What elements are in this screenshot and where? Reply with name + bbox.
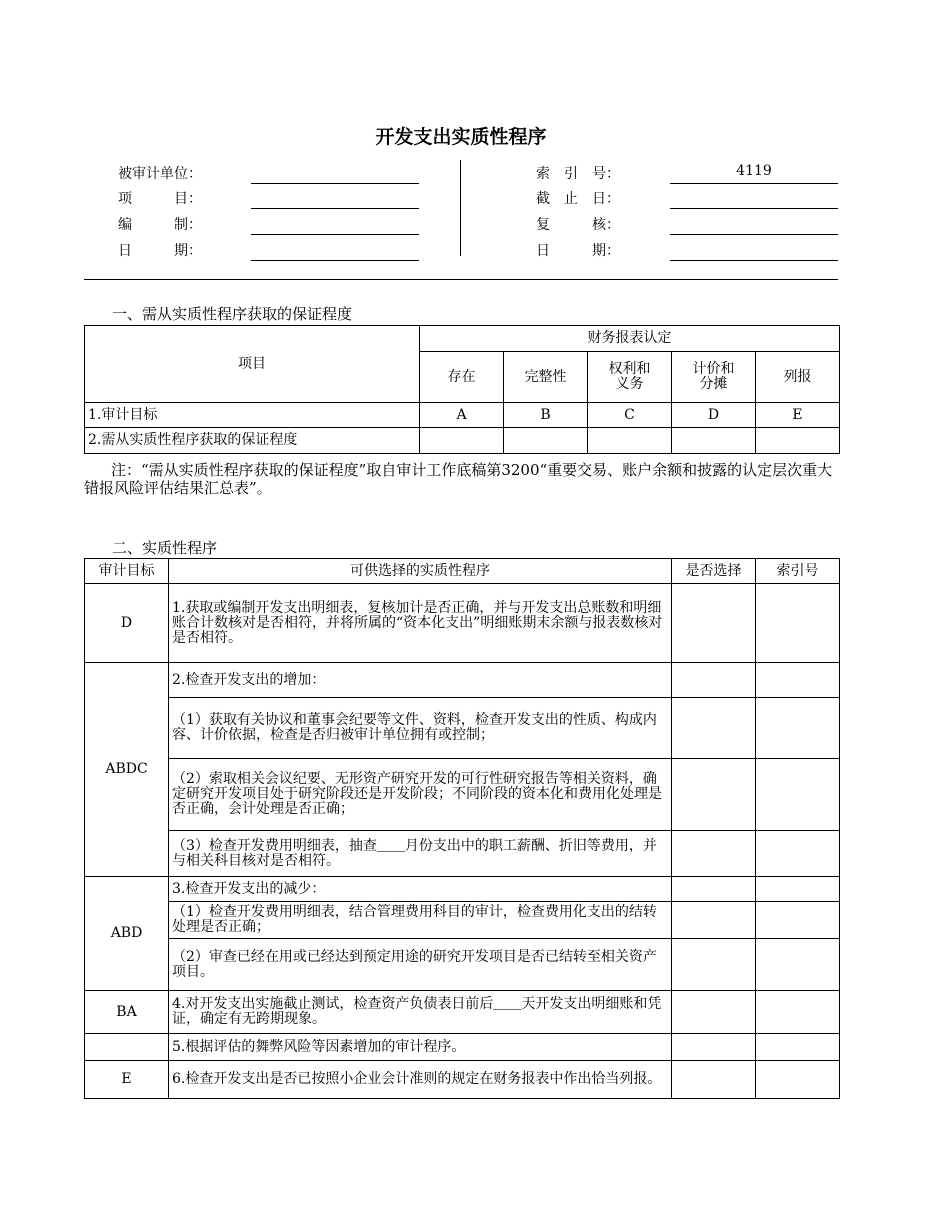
index-no-field[interactable]: [670, 183, 838, 184]
auditee-field[interactable]: [251, 183, 419, 184]
objective-cell: E: [85, 1061, 169, 1099]
objective-cell: ABD: [85, 877, 169, 991]
objective-cell: BA: [85, 991, 169, 1034]
assertion-existence: 存在: [420, 352, 504, 403]
assurance-input-cell[interactable]: [756, 428, 840, 454]
assertion-rights: 权利和 义务: [588, 352, 672, 403]
review-date-label: 日 期：: [536, 243, 620, 259]
review-date-field[interactable]: [670, 260, 838, 261]
assertions-group-header: 财务报表认定: [420, 326, 840, 352]
col-procedure-header: 可供选择的实质性程序: [169, 559, 672, 584]
selected-cell[interactable]: [672, 902, 756, 939]
reviewer-field[interactable]: [670, 234, 838, 235]
col-item-header: 项目: [85, 326, 420, 403]
objective-cell: ABDC: [85, 663, 169, 877]
prepared-by-label: 编 制：: [118, 217, 202, 233]
header-divider: [460, 160, 461, 256]
index-cell[interactable]: [756, 663, 840, 698]
procedure-text: （2）索取相关会议纪要、无形资产研究开发的可行性研究报告等相关资料，确定研究开发项目处于研究阶段还是开发阶段；不同阶段的资本化和费用化处理是否正确，会计处理是否正确；: [169, 759, 672, 831]
prep-date-label: 日 期：: [118, 243, 202, 259]
objective-cell: [85, 1034, 169, 1061]
procedure-text: 6.检查开发支出是否已按照小企业会计准则的规定在财务报表中作出恰当列报。: [169, 1061, 672, 1099]
section1-heading: 一、需从实质性程序获取的保证程度: [112, 305, 353, 323]
index-cell[interactable]: [756, 1061, 840, 1099]
objective-cell: D: [85, 584, 169, 663]
assertion-completeness: 完整性: [504, 352, 588, 403]
procedure-text: （2）审查已经在用或已经达到预定用途的研究开发项目是否已结转至相关资产项目。: [169, 939, 672, 991]
cutoff-field[interactable]: [670, 208, 838, 209]
project-label: 项 目：: [118, 191, 202, 207]
index-cell[interactable]: [756, 759, 840, 831]
index-cell[interactable]: [756, 939, 840, 991]
row-audit-objective: 1.审计目标: [85, 403, 420, 428]
assurance-input-cell[interactable]: [588, 428, 672, 454]
prep-date-field[interactable]: [251, 260, 419, 261]
selected-cell[interactable]: [672, 584, 756, 663]
selected-cell[interactable]: [672, 991, 756, 1034]
objective-cell: C: [588, 403, 672, 428]
procedure-text: （1）获取有关协议和董事会纪要等文件、资料，检查开发支出的性质、构成内容、计价依据，检查是否归被审计单位拥有或控制；: [169, 698, 672, 759]
index-cell[interactable]: [756, 1034, 840, 1061]
project-field[interactable]: [251, 208, 419, 209]
col-objective-header: 审计目标: [85, 559, 169, 584]
procedure-text: 2.检查开发支出的增加：: [169, 663, 672, 698]
objective-cell: B: [504, 403, 588, 428]
selected-cell[interactable]: [672, 1034, 756, 1061]
auditee-label: 被审计单位：: [118, 166, 202, 182]
procedure-text: 1.获取或编制开发支出明细表，复核加计是否正确，并与开发支出总账数和明细账合计数核对是否相符，并将所属的“资本化支出”明细账期末余额与报表数核对是否相符。: [169, 584, 672, 663]
assurance-input-cell[interactable]: [672, 428, 756, 454]
index-cell[interactable]: [756, 698, 840, 759]
selected-cell[interactable]: [672, 1061, 756, 1099]
procedure-text: 5.根据评估的舞弊风险等因素增加的审计程序。: [169, 1034, 672, 1061]
selected-cell[interactable]: [672, 663, 756, 698]
section1-note: 注：“需从实质性程序获取的保证程度”取自审计工作底稿第3200“重要交易、账户余额和披露的认定层次重大错报风险评估结果汇总表”。: [84, 461, 833, 497]
procedure-text: （1）检查开发费用明细表，结合管理费用科目的审计，检查费用化支出的结转处理是否正确；: [169, 902, 672, 939]
selected-cell[interactable]: [672, 939, 756, 991]
objective-cell: E: [756, 403, 840, 428]
index-cell[interactable]: [756, 877, 840, 902]
index-cell[interactable]: [756, 831, 840, 877]
procedure-text: 4.对开发支出实施截止测试，检查资产负债表日前后＿＿天开发支出明细账和凭证，确定有无跨期现象。: [169, 991, 672, 1034]
selected-cell[interactable]: [672, 698, 756, 759]
row-assurance-level: 2.需从实质性程序获取的保证程度: [85, 428, 420, 454]
selected-cell[interactable]: [672, 831, 756, 877]
procedure-text: 3.检查开发支出的减少：: [169, 877, 672, 902]
assurance-input-cell[interactable]: [504, 428, 588, 454]
assertion-presentation: 列报: [756, 352, 840, 403]
col-selected-header: 是否选择: [672, 559, 756, 584]
objective-cell: D: [672, 403, 756, 428]
index-cell[interactable]: [756, 584, 840, 663]
index-cell[interactable]: [756, 902, 840, 939]
procedures-table: [84, 558, 840, 1099]
index-cell[interactable]: [756, 991, 840, 1034]
selected-cell[interactable]: [672, 759, 756, 831]
index-no-label: 索 引 号：: [536, 166, 620, 182]
assertion-valuation: 计价和 分摊: [672, 352, 756, 403]
selected-cell[interactable]: [672, 877, 756, 902]
cutoff-label: 截 止 日：: [536, 191, 620, 207]
assurance-input-cell[interactable]: [420, 428, 504, 454]
assurance-table: [84, 325, 840, 454]
section2-heading: 二、实质性程序: [112, 539, 218, 557]
page-title: 开发支出实质性程序: [375, 126, 547, 148]
reviewer-label: 复 核：: [536, 217, 620, 233]
col-index-header: 索引号: [756, 559, 840, 584]
index-no-value: 4119: [736, 163, 772, 179]
procedure-text: （3）检查开发费用明细表，抽查＿＿月份支出中的职工薪酬、折旧等费用，并与相关科目核对是否相符。: [169, 831, 672, 877]
header-separator: [84, 279, 838, 280]
objective-cell: A: [420, 403, 504, 428]
prepared-by-field[interactable]: [251, 234, 419, 235]
